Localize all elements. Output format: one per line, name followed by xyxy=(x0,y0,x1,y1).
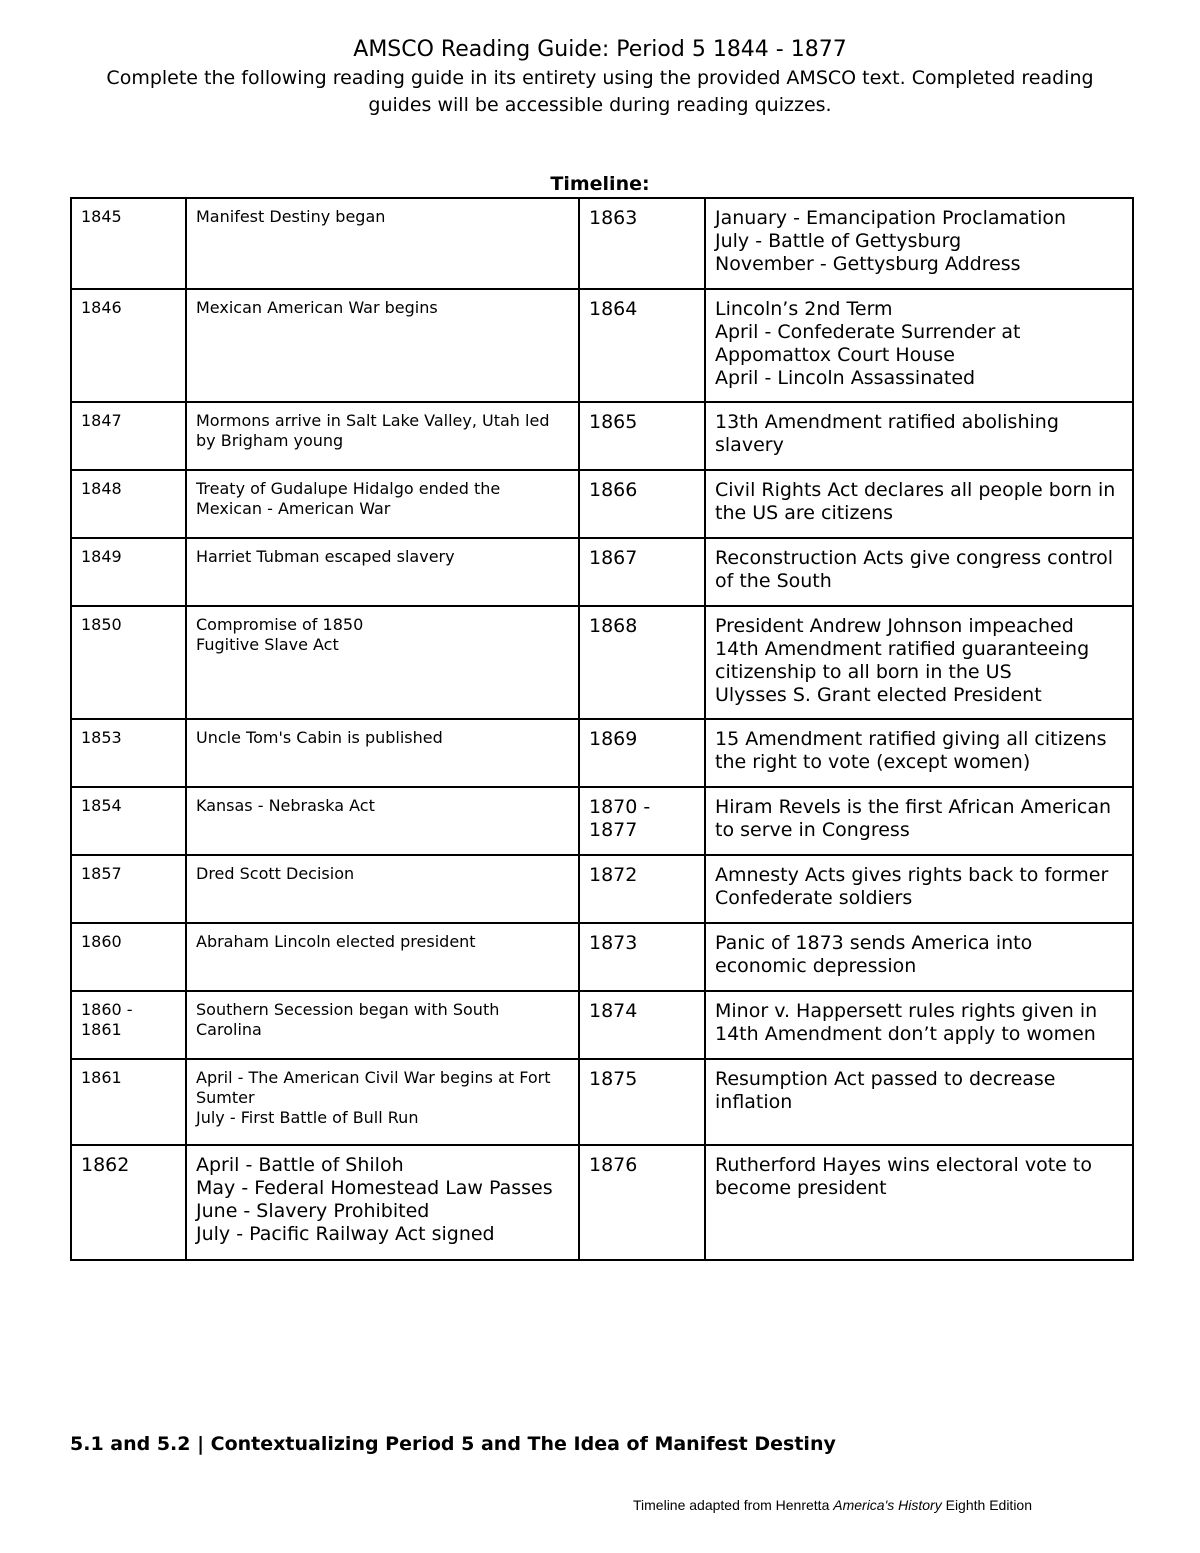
timeline-event: May - Federal Homestead Law Passes xyxy=(196,1177,553,1199)
timeline-year-left: 1860 - 1861 xyxy=(71,991,186,1059)
timeline-heading: Timeline: xyxy=(550,173,650,195)
timeline-year-left: 1846 xyxy=(71,289,186,402)
timeline-year-left: 1862 xyxy=(71,1145,186,1260)
timeline-year-right: 1866 xyxy=(579,470,705,538)
timeline-table xyxy=(70,197,1134,1261)
timeline-row xyxy=(71,923,1133,991)
timeline-year-right: 1875 xyxy=(579,1059,705,1145)
timeline-event: President Andrew Johnson impeached xyxy=(715,615,1074,637)
footer-prefix: Timeline adapted from Henretta xyxy=(633,1497,834,1513)
timeline-row xyxy=(71,402,1133,470)
timeline-event: Panic of 1873 sends America into economic depression xyxy=(715,932,1033,977)
timeline-events-left xyxy=(186,1059,579,1145)
timeline-event: Abraham Lincoln elected president xyxy=(196,932,476,951)
timeline-table-body xyxy=(71,198,1133,1260)
timeline-year-right: 1870 - 1877 xyxy=(579,787,705,855)
timeline-row xyxy=(71,470,1133,538)
timeline-year-right: 1865 xyxy=(579,402,705,470)
timeline-events-right xyxy=(705,855,1133,923)
timeline-event: Civil Rights Act declares all people born in the US are citizens xyxy=(715,479,1116,524)
timeline-events-left xyxy=(186,606,579,719)
timeline-year-right: 1872 xyxy=(579,855,705,923)
timeline-events-right xyxy=(705,991,1133,1059)
timeline-event: April - Lincoln Assassinated xyxy=(715,367,976,389)
footer-credit xyxy=(633,1495,1153,1515)
timeline-event: Resumption Act passed to decrease inflation xyxy=(715,1068,1056,1113)
timeline-row xyxy=(71,1059,1133,1145)
timeline-events-right xyxy=(705,1059,1133,1145)
timeline-event: Treaty of Gudalupe Hidalgo ended the Mexican - American War xyxy=(196,479,501,518)
timeline-events-right xyxy=(705,470,1133,538)
timeline-event: Dred Scott Decision xyxy=(196,864,355,883)
timeline-events-left xyxy=(186,538,579,606)
section-heading: 5.1 and 5.2 | Contextualizing Period 5 and The Idea of Manifest Destiny xyxy=(70,1433,836,1455)
timeline-year-right: 1863 xyxy=(579,198,705,289)
timeline-event: 13th Amendment ratified abolishing slavery xyxy=(715,411,1059,456)
footer-suffix: Eighth Edition xyxy=(941,1497,1033,1513)
timeline-events-left xyxy=(186,855,579,923)
page-title: AMSCO Reading Guide: Period 5 1844 - 1877 xyxy=(353,37,847,62)
timeline-events-left xyxy=(186,470,579,538)
timeline-event: July - Battle of Gettysburg xyxy=(715,230,962,252)
timeline-year-right: 1869 xyxy=(579,719,705,787)
timeline-events-right xyxy=(705,402,1133,470)
timeline-row xyxy=(71,855,1133,923)
timeline-events-right xyxy=(705,719,1133,787)
timeline-events-left xyxy=(186,289,579,402)
timeline-row xyxy=(71,991,1133,1059)
timeline-event: Mormons arrive in Salt Lake Valley, Utah led by Brigham young xyxy=(196,411,550,450)
timeline-year-left: 1860 xyxy=(71,923,186,991)
timeline-event: April - The American Civil War begins at Fort Sumter xyxy=(196,1068,551,1107)
timeline-row xyxy=(71,289,1133,402)
instructions xyxy=(80,65,1120,119)
timeline-event: Reconstruction Acts give congress control of the South xyxy=(715,547,1113,592)
timeline-year-right: 1868 xyxy=(579,606,705,719)
timeline-events-left xyxy=(186,402,579,470)
timeline-events-left xyxy=(186,991,579,1059)
timeline-row xyxy=(71,606,1133,719)
timeline-year-right: 1876 xyxy=(579,1145,705,1260)
timeline-year-right: 1864 xyxy=(579,289,705,402)
timeline-events-left xyxy=(186,198,579,289)
timeline-events-right xyxy=(705,538,1133,606)
timeline-event: Kansas - Nebraska Act xyxy=(196,796,375,815)
timeline-events-right xyxy=(705,289,1133,402)
timeline-year-left: 1854 xyxy=(71,787,186,855)
timeline-row xyxy=(71,538,1133,606)
timeline-event: Compromise of 1850 xyxy=(196,615,364,634)
timeline-event: Hiram Revels is the first African American to serve in Congress xyxy=(715,796,1112,841)
timeline-event: Southern Secession began with South Carolina xyxy=(196,1000,500,1039)
timeline-year-right: 1867 xyxy=(579,538,705,606)
timeline-event: April - Battle of Shiloh xyxy=(196,1154,404,1176)
instructions-line: Complete the following reading guide in its entirety using the provided AMSCO text. Completed reading xyxy=(106,67,1094,89)
timeline-events-right xyxy=(705,1145,1133,1260)
timeline-year-left: 1850 xyxy=(71,606,186,719)
timeline-events-right xyxy=(705,198,1133,289)
timeline-year-left: 1861 xyxy=(71,1059,186,1145)
timeline-events-left xyxy=(186,923,579,991)
timeline-event: January - Emancipation Proclamation xyxy=(715,207,1067,229)
timeline-event: Minor v. Happersett rules rights given in 14th Amendment don’t apply to women xyxy=(715,1000,1098,1045)
timeline-year-left: 1853 xyxy=(71,719,186,787)
timeline-event: Lincoln’s 2nd Term xyxy=(715,298,893,320)
timeline-row xyxy=(71,787,1133,855)
timeline-events-left xyxy=(186,719,579,787)
timeline-event: 15 Amendment ratified giving all citizens the right to vote (except women) xyxy=(715,728,1107,773)
timeline-event: Harriet Tubman escaped slavery xyxy=(196,547,455,566)
timeline-event: 14th Amendment ratified guaranteeing citizenship to all born in the US xyxy=(715,638,1090,683)
timeline-year-right: 1873 xyxy=(579,923,705,991)
timeline-event: Manifest Destiny began xyxy=(196,207,386,226)
timeline-event: November - Gettysburg Address xyxy=(715,253,1021,275)
timeline-event: July - Pacific Railway Act signed xyxy=(196,1223,495,1245)
timeline-year-left: 1848 xyxy=(71,470,186,538)
timeline-row xyxy=(71,1145,1133,1260)
timeline-event: April - Confederate Surrender at Appomattox Court House xyxy=(715,321,1021,366)
timeline-event: Rutherford Hayes wins electoral vote to become president xyxy=(715,1154,1092,1199)
timeline-events-left xyxy=(186,1145,579,1260)
timeline-events-right xyxy=(705,606,1133,719)
timeline-year-left: 1849 xyxy=(71,538,186,606)
timeline-event: July - First Battle of Bull Run xyxy=(196,1108,419,1127)
timeline-event: Uncle Tom's Cabin is published xyxy=(196,728,443,747)
timeline-row xyxy=(71,198,1133,289)
instructions-line: guides will be accessible during reading quizzes. xyxy=(368,94,832,116)
timeline-events-left xyxy=(186,787,579,855)
timeline-event: Mexican American War begins xyxy=(196,298,438,317)
timeline-events-right xyxy=(705,923,1133,991)
timeline-year-left: 1847 xyxy=(71,402,186,470)
timeline-year-left: 1857 xyxy=(71,855,186,923)
timeline-event: June - Slavery Prohibited xyxy=(196,1200,430,1222)
timeline-year-left: 1845 xyxy=(71,198,186,289)
timeline-event: Fugitive Slave Act xyxy=(196,635,339,654)
timeline-event: Ulysses S. Grant elected President xyxy=(715,684,1042,706)
timeline-event: Amnesty Acts gives rights back to former Confederate soldiers xyxy=(715,864,1109,909)
footer-book-title: America's History xyxy=(833,1497,942,1513)
timeline-row xyxy=(71,719,1133,787)
timeline-events-right xyxy=(705,787,1133,855)
timeline-year-right: 1874 xyxy=(579,991,705,1059)
